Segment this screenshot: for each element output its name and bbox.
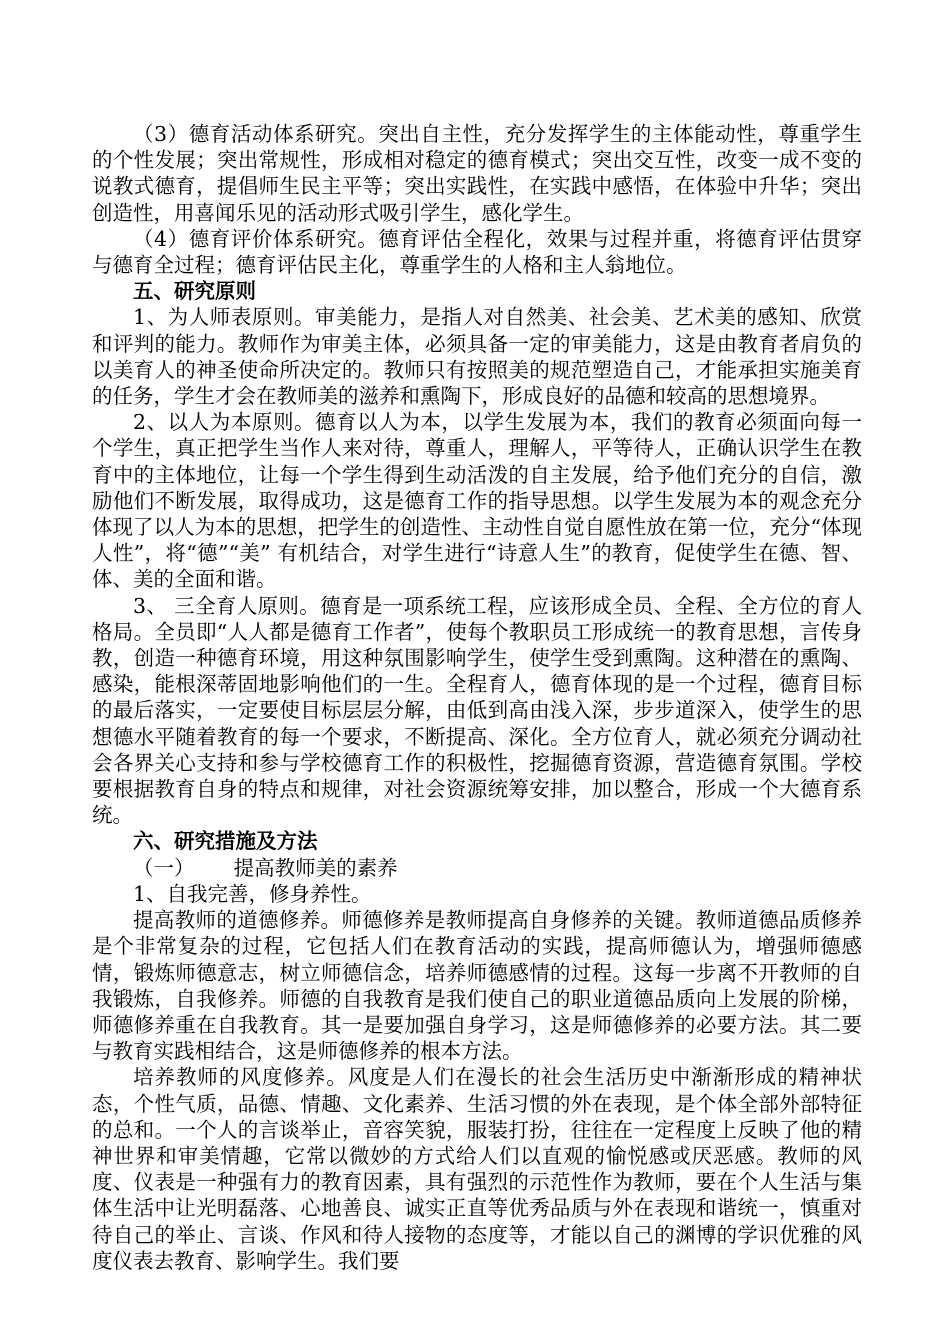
- section-heading-research-principles: 五、研究原则: [133, 279, 256, 304]
- paragraph-moral-activity-system: （3）德育活动体系研究。突出自主性，充分发挥学生的主体能动性，尊重学生的个性发展；突出常规性，形成相对稳定的德育模式；突出交互性，改变一成不变的说教式德育，提倡师生民主平等；突出实践性，在实践中感悟，在体验中升华；突出创造性，用喜闻乐见的活动形式吸引学生，感化学生。: [92, 122, 862, 225]
- paragraph-demeanor-cultivation: 培养教师的风度修养。风度是人们在漫长的社会生活历史中渐渐形成的精神状态，个性气质，品德、情趣、文化素养、生活习惯的外在表现，是个体全部外部特征的总和。一个人的言谈举止，音容笑貌，服装打扮，往往在一定程度上反映了他的精神世界和审美情趣，它常以微妙的方式给人们以直观的愉悦感或厌恶感。教师的风度、仪表是一种强有力的教育因素，具有强烈的示范性作为教师，要在个人生活与集体生活中让光明磊落、心地善良、诚实正直等优秀品质与外在表现和谐统一，慎重对待自己的举止、言谈、作风和待人接物的态度等，才能以自己的渊博的学识优雅的风度仪表去教育、影响学生。我们要: [92, 1065, 862, 1273]
- paragraph-moral-cultivation: 提高教师的道德修养。师德修养是教师提高自身修养的关键。教师道德品质修养是个非常复杂的过程，它包括人们在教育活动的实践，提高师德认为，增强师德感情，锻炼师德意志，树立师德信念，培养师德感情的过程。这每一步离不开教师的自我锻炼，自我修养。师德的自我教育是我们使自己的职业道德品质向上发展的阶梯，师德修养重在自我教育。其一是要加强自身学习，这是师德修养的必要方法。其二要与教育实践相结合，这是师德修养的根本方法。: [92, 908, 862, 1064]
- paragraph-principle-three-all-education: 3、 三全育人原则。德育是一项系统工程，应该形成全员、全程、全方位的育人格局。全员即“人人都是德育工作者”，使每个教职员工形成统一的教育思想，言传身教，创造一种德育环境，用这种氛围影响学生，使学生受到熏陶。这种潜在的熏陶、感染，能根深蒂固地影响他们的一生。全程育人，德育体现的是一个过程，德育目标的最后落实，一定要使目标层层分解，由低到高由浅入深，步步道深入，使学生的思想德水平随着教育的每一个要求，不断提高、深化。全方位育人，就必须充分调动社会各界关心支持和参与学校德育工作的积极性，挖掘德育资源，营造德育氛围。学校要根据教育自身的特点和规律，对社会资源统筹安排，加以整合，形成一个大德育系统。: [92, 593, 862, 828]
- paragraph-principle-people-oriented: 2、以人为本原则。德育以人为本，以学生发展为本，我们的教育必须面向每一个学生，真正把学生当作人来对待，尊重人，理解人，平等待人，正确认识学生在教育中的主体地位，让每一个学生得到生动活泼的自主发展，给予他们充分的自信，激励他们不断发展，取得成功，这是德育工作的指导思想。以学生发展为本的观念充分体现了以人为本的思想，把学生的创造性、主动性自觉自愿性放在第一位，充分“体现人性”，将“德”“美” 有机结合，对学生进行“诗意人生”的教育，促使学生在德、智、体、美的全面和谐。: [92, 410, 862, 592]
- section-heading-measures-methods: 六、研究措施及方法: [133, 829, 318, 854]
- paragraph-moral-evaluation-system: （4）德育评价体系研究。德育评估全程化，效果与过程并重，将德育评估贯穿与德育全过程；德育评估民主化，尊重学生的人格和主人翁地位。: [92, 226, 862, 278]
- paragraph-principle-role-model: 1、为人师表原则。审美能力，是指人对自然美、社会美、艺术美的感知、欣赏和评判的能力。教师作为审美主体，必须具备一定的审美能力，这是由教育者肩负的以美育人的神圣使命所决定的。教师只有按照美的规范塑造自己，才能承担实施美育的任务，学生才会在教师美的滋养和熏陶下，形成良好的品德和较高的思想境界。: [92, 305, 862, 409]
- subsection-heading-teacher-aesthetic: （一） 提高教师美的素养: [133, 855, 398, 880]
- paragraph-self-improvement: 1、自我完善，修身养性。: [133, 881, 372, 906]
- document-page: [92, 121, 862, 1274]
